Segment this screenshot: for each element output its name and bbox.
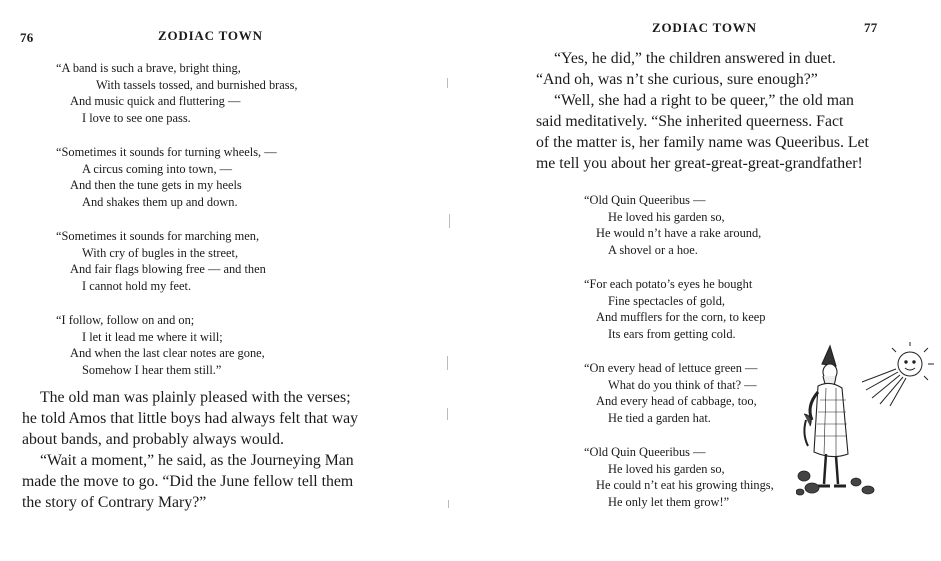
poem-line: He tied a garden hat. <box>608 410 711 425</box>
poem-line: I let it lead me where it will; <box>82 329 223 344</box>
poem-line: With cry of bugles in the street, <box>82 245 239 260</box>
poem-stanza-2 <box>584 276 765 342</box>
gutter-speck <box>447 356 448 370</box>
poem-line: “On every head of lettuce green — <box>584 361 758 375</box>
garden-plants <box>796 471 874 495</box>
poem-line: “A band is such a brave, bright thing, <box>56 61 241 75</box>
poem-line: I cannot hold my feet. <box>82 278 192 293</box>
poem-line: “Sometimes it sounds for turning wheels, — <box>56 145 277 159</box>
poem-line: “For each potato’s eyes he bought <box>584 277 753 291</box>
poem-line: What do you think of that? — <box>608 377 757 392</box>
poem-line: Somehow I hear them still.” <box>82 362 222 377</box>
poem-line: He would n’t have a rake around, <box>596 226 762 241</box>
prose-line: about bands, and probably always would. <box>22 431 284 448</box>
page-number: 76 <box>20 30 34 45</box>
prose-line: The old man was plainly pleased with the verses; <box>40 389 351 406</box>
poem-line: And music quick and fluttering — <box>70 94 241 109</box>
poem-line: And fair flags blowing free — and then <box>70 262 266 277</box>
gutter-speck <box>447 408 448 420</box>
poem-line: He loved his garden so, <box>608 461 725 476</box>
running-head: ZODIAC TOWN <box>158 28 263 43</box>
poem-line: A circus coming into town, — <box>82 161 233 176</box>
prose-line: the story of Contrary Mary?” <box>22 494 207 511</box>
poem-line: And every head of cabbage, too, <box>596 394 757 409</box>
prose-line: “And oh, was n’t she curious, sure enough?” <box>536 71 818 88</box>
prose-line: made the move to go. “Did the June fellow tell them <box>22 473 354 490</box>
poem-line: And when the last clear notes are gone, <box>70 346 265 361</box>
poem-line: And mufflers for the corn, to keep <box>596 310 766 325</box>
poem-stanza-4 <box>584 444 774 510</box>
poem-stanza-3 <box>584 360 757 426</box>
running-head: ZODIAC TOWN <box>652 20 757 35</box>
poem-line: And then the tune gets in my heels <box>70 178 242 193</box>
prose-line: said meditatively. “She inherited queerness. Fact <box>536 113 844 130</box>
gutter-speck <box>447 78 448 88</box>
poem-line: And shakes them up and down. <box>82 194 238 209</box>
prose-line: “Well, she had a right to be queer,” the old man <box>554 92 854 109</box>
poem-line: “Old Quin Queeribus — <box>584 193 706 207</box>
poem-line: I love to see one pass. <box>82 110 191 125</box>
prose-line: he told Amos that little boys had always felt that way <box>22 410 359 427</box>
right-page <box>470 0 941 561</box>
poem-line: A shovel or a hoe. <box>608 242 698 257</box>
prose-line: “Wait a moment,” he said, as the Journeying Man <box>40 452 354 469</box>
poem-stanza-4 <box>56 312 265 378</box>
prose-paragraph <box>536 48 869 174</box>
gutter-speck <box>449 214 450 228</box>
poem-stanza-1 <box>56 60 298 126</box>
poem-stanza-3 <box>56 228 266 294</box>
gutter-speck <box>448 500 449 508</box>
prose-line: of the matter is, her family name was Queeribus. Let <box>536 134 869 151</box>
poem-line: “Sometimes it sounds for marching men, <box>56 229 260 243</box>
poem-line: Its ears from getting cold. <box>608 326 736 341</box>
prose-paragraph <box>22 387 358 513</box>
poem-line: He could n’t eat his growing things, <box>596 478 774 493</box>
poem-stanza-1 <box>584 192 761 258</box>
poem-line: He only let them grow!” <box>608 494 730 509</box>
prose-line: me tell you about her great-great-great-grandfather! <box>536 155 863 172</box>
poem-line: “I follow, follow on and on; <box>56 313 195 327</box>
poem-stanza-2 <box>56 144 277 210</box>
poem-line: He loved his garden so, <box>608 209 725 224</box>
poem-line: “Old Quin Queeribus — <box>584 445 706 459</box>
gardener-figure <box>804 346 848 486</box>
sun-icon <box>862 342 934 406</box>
poem-line: Fine spectacles of gold, <box>608 293 725 308</box>
poem-line: With tassels tossed, and burnished brass, <box>96 77 298 92</box>
left-page <box>0 0 470 561</box>
gardener-with-sun-illustration <box>796 342 936 502</box>
prose-line: “Yes, he did,” the children answered in duet. <box>554 50 836 67</box>
page-number: 77 <box>864 20 878 35</box>
